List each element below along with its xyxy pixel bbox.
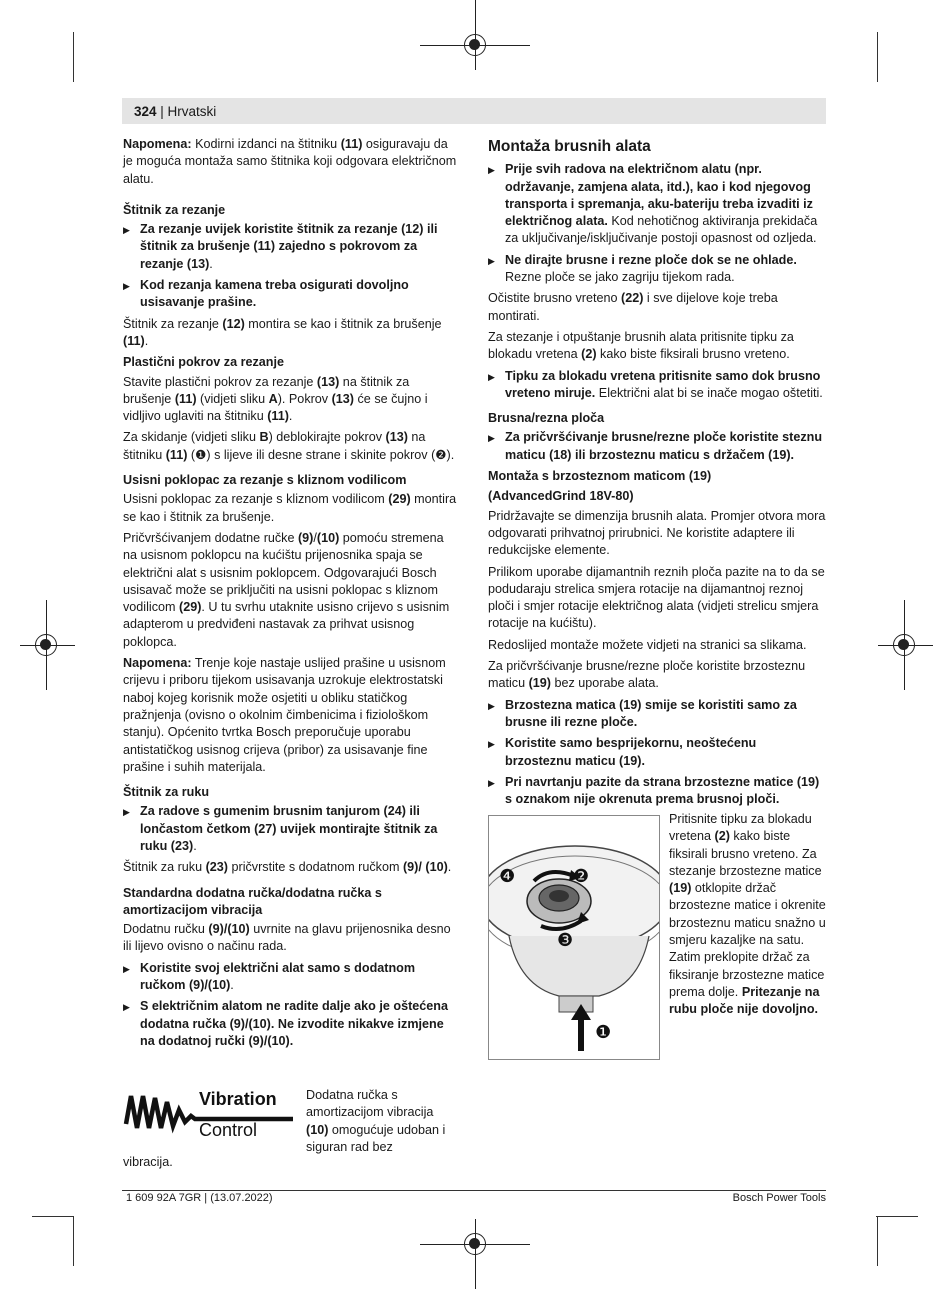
- right-column: [488, 138, 826, 812]
- body-paragraph: Dodatnu ručku (9)/(10) uvrnite na glavu prijenosnika desno ili lijevo ovisno o načinu rada.: [123, 922, 451, 954]
- note-paragraph: Napomena: Kodirni izdanci na štitniku (11) osiguravaju da je moguća montaža samo štitnika koji odgovara električnom alatu.: [123, 137, 457, 186]
- vibration-logo-word: Vibration: [199, 1089, 277, 1109]
- footer-brand: Bosch Power Tools: [732, 1192, 826, 1204]
- body-paragraph: Usisni poklopac za rezanje s kliznom vodilicom (29) montira se kao i štitnik za brušenje.: [123, 492, 457, 524]
- note-paragraph: Napomena: Trenje koje nastaje uslijed prašine u usisnom crijevu i priboru tijekom usisavanja uzrokuje elektrostatski naboj kojeg korisnik može osjetiti u obliku statičkog pražnjenja (ovisno o okolnim čimbenicima i fiziološkom stanju). Općenito tvrtka Bosch preporučuje uporabu antistatičkog usisnog crijeva (pribor) za usisavanje fine prašine i suhih materijala.: [123, 656, 446, 774]
- warning-bullet: ▶ Kod rezanja kamena treba osigurati dovoljno usisavanje prašine.: [123, 277, 458, 312]
- registration-target-icon: [464, 34, 486, 56]
- warning-bullet: ▶ Za rezanje uvijek koristite štitnik za rezanje (12) ili štitnik za brušenje (11) zajedno s pokrovom za rezanje (13).: [123, 221, 458, 273]
- figure-warning: Pritezanje na rubu ploče nije dovoljno.: [669, 984, 820, 1017]
- section-heading: Standardna dodatna ručka/dodatna ručka s amortizacijom vibracija: [123, 885, 382, 917]
- warning-bullet: ▶ Za radove s gumenim brusnim tanjurom (24) ili lončastom četkom (27) uvijek montirajte štitnik za ruku (23).: [123, 803, 458, 855]
- quick-nut-illustration: [488, 815, 660, 1060]
- footer-rule: [122, 1190, 826, 1191]
- vibration-control-logo: [123, 1088, 298, 1138]
- section-heading: Štitnik za ruku: [123, 785, 210, 800]
- warning-bullet: ▶ Koristite samo besprijekornu, neoštećenu brzosteznu maticu (19).: [488, 735, 826, 770]
- crop-mark: [32, 1216, 74, 1217]
- page-header: 324 | Hrvatski: [134, 104, 217, 119]
- section-heading: Štitnik za rezanje: [123, 202, 226, 217]
- body-paragraph: Prilikom uporabe dijamantnih reznih ploča pazite na to da se podudaraju strelica smjera rotacije na dijamantnoj reznoj ploči i smjer rotacije električnog alata (vidjeti strelicu smjera rotacije na kućištu).: [488, 564, 825, 631]
- crop-mark: [877, 32, 878, 82]
- section-title: Montaža brusnih alata: [488, 138, 651, 155]
- section-heading: Usisni poklopac za rezanje s kliznom vodilicom: [123, 473, 407, 488]
- warning-bullet: ▶ Brzostezna matica (19) smije se koristiti samo za brusne ili rezne ploče.: [488, 697, 826, 732]
- figure-caption-text: Pritisnite tipku za blokadu vretena (2) kako biste fiksirali brusno vreteno. Za stezanje brzostezne matice (19) otklopite držač brzostezne matice i okrenite brzosteznu maticu snažno u smjeru kazaljke na satu. Zatim preklopite držač za fiksiranje brzostezne matice prema dolje. Pritezanje na rubu ploče nije dovoljno.: [669, 812, 826, 1017]
- registration-target-icon: [35, 634, 57, 656]
- body-paragraph: Za skidanje (vidjeti sliku B) deblokirajte pokrov (13) na štitniku (11) (❶) s lijeve ili desne strane i skinite pokrov (❷).: [123, 430, 455, 462]
- step-2-label: ❷: [573, 866, 590, 887]
- warning-bullet: ▶ Za pričvršćivanje brusne/rezne ploče koristite steznu maticu (18) ili brzosteznu maticu s držačem (19).: [488, 429, 826, 464]
- body-paragraph: Pridržavajte se dimenzija brusnih alata. Promjer otvora mora odgovarati prihvatnoj prirubnici. Ne koristite adaptere ili redukcijske elemente.: [488, 508, 826, 558]
- page-number: 324: [134, 104, 157, 119]
- footer-document-code: 1 609 92A 7GR | (13.07.2022): [126, 1192, 273, 1204]
- page-language: Hrvatski: [167, 104, 217, 119]
- left-column: [123, 136, 458, 1054]
- vibration-control-text: Dodatna ručka s amortizacijom vibracija (10) omogućuje udoban i siguran rad bez: [306, 1088, 446, 1154]
- step-3-label: ❸: [557, 930, 574, 951]
- warning-bullet: ▶ Ne dirajte brusne i rezne ploče dok se ne ohlade. Rezne ploče se jako zagriju tijekom rada.: [488, 252, 826, 287]
- step-1-label: ❶: [595, 1022, 612, 1043]
- body-paragraph: Očistite brusno vreteno (22) i sve dijelove koje treba montirati.: [488, 291, 778, 323]
- body-paragraph: Štitnik za ruku (23) pričvrstite s dodatnom ručkom (9)/ (10).: [123, 860, 452, 875]
- body-paragraph: Za stezanje i otpuštanje brusnih alata pritisnite tipku za blokadu vretena (2) kako biste fiksirali brusno vreteno.: [488, 329, 794, 362]
- crop-mark: [73, 1216, 74, 1266]
- page-header-bar: [122, 98, 826, 124]
- crop-mark: [876, 1216, 918, 1217]
- warning-bullet: ▶ Koristite svoj električni alat samo s dodatnom ručkom (9)/(10).: [123, 960, 458, 995]
- section-heading: Plastični pokrov za rezanje: [123, 355, 284, 370]
- crop-mark: [877, 1216, 878, 1266]
- vibration-wave-icon: [123, 1088, 298, 1138]
- grinder-figure-icon: [489, 816, 660, 1060]
- section-heading: (AdvancedGrind 18V-80): [488, 489, 634, 504]
- body-paragraph: Pričvršćivanjem dodatne ručke (9)/(10) pomoću stremena na usisnom poklopcu na kućištu prijenosnika spaja se električni alat s usisnim poklopcem. Odgovarajući Bosch usisavač može se priključiti na usisni poklopac s kliznom vodilicom (29). U tu svrhu utaknite usisno crijevo s usisnim adapterom u predviđeni nastavak za prihvat usisnog poklopca.: [123, 530, 450, 649]
- crop-mark: [73, 32, 74, 82]
- warning-bullet: ▶ Tipku za blokadu vretena pritisnite samo dok brusno vreteno miruje. Električni alat bi se inače mogao oštetiti.: [488, 368, 826, 403]
- vibration-control-text-tail: vibracija.: [123, 1155, 173, 1169]
- body-paragraph: Štitnik za rezanje (12) montira se kao i štitnik za brušenje (11).: [123, 316, 442, 348]
- section-heading: Brusna/rezna ploča: [488, 411, 605, 426]
- registration-target-icon: [464, 1233, 486, 1255]
- control-logo-word: Control: [199, 1120, 258, 1138]
- warning-bullet: ▶ S električnim alatom ne radite dalje ako je oštećena dodatna ručka (9)/(10). Ne izvodite nikakve izmjene na dodatnoj ručki (9)/(10).: [123, 998, 458, 1050]
- section-heading: Montaža s brzosteznom maticom (19): [488, 469, 712, 484]
- step-4-label: ❹: [499, 866, 516, 887]
- warning-bullet: ▶ Pri navrtanju pazite da strana brzostezne matice (19) s oznakom nije okrenuta prema brusnoj ploči.: [488, 774, 826, 809]
- body-paragraph: Redoslijed montaže možete vidjeti na stranici sa slikama.: [488, 637, 807, 652]
- registration-target-icon: [893, 634, 915, 656]
- body-paragraph: Stavite plastični pokrov za rezanje (13) na štitnik za brušenje (11) (vidjeti sliku A). Pokrov (13) će se čujno i vidljivo uglaviti na štitniku (11).: [123, 374, 428, 424]
- warning-bullet: ▶ Prije svih radova na električnom alatu (npr. održavanje, zamjena alata, itd.), kao i kod njegovog transporta i spremanja, aku-bateriju treba izvaditi iz električnog alata. Kod nehotičnog aktiviranja prekidača za uključivanje/isključivanje postoji opasnost od ozljeda.: [488, 161, 826, 247]
- body-paragraph: Za pričvršćivanje brusne/rezne ploče koristite brzosteznu maticu (19) bez uporabe alata.: [488, 659, 806, 691]
